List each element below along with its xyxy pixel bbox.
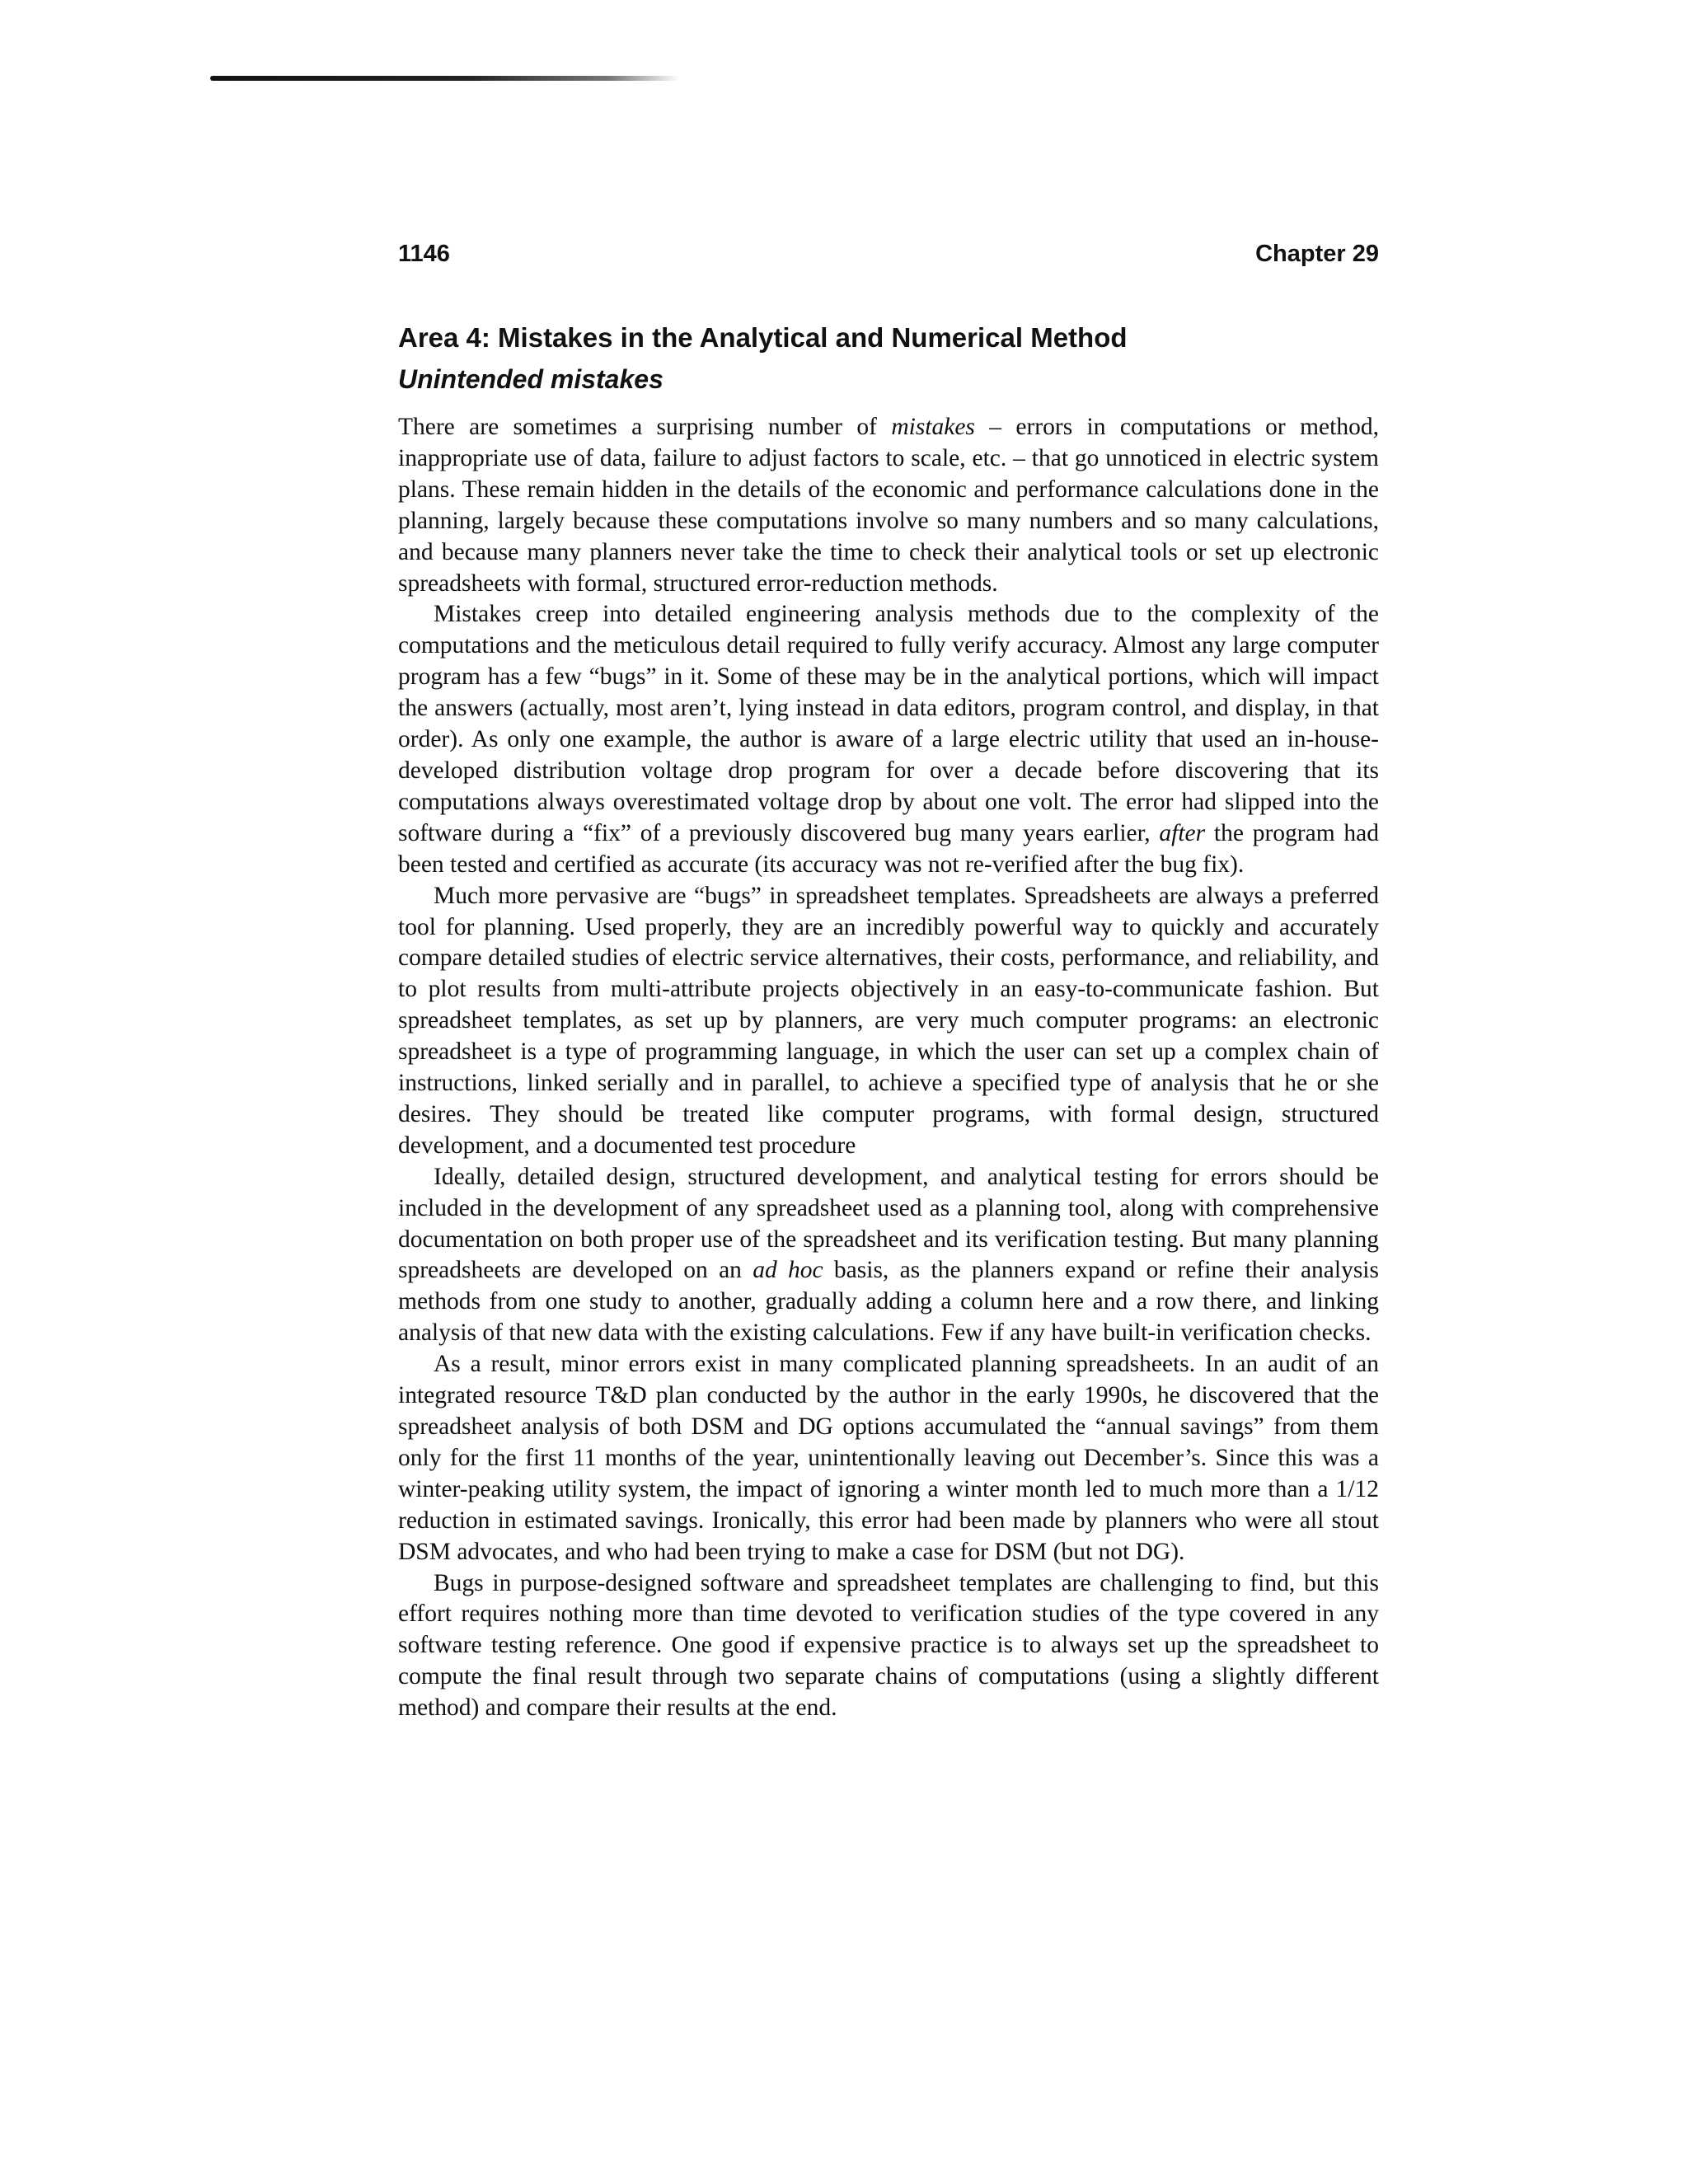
page-number: 1146: [398, 241, 450, 267]
paragraph-5: As a result, minor errors exist in many complicated planning spreadsheets. In an audit of an integrated resource T&D plan conducted by the author in the early 1990s, he discovered that the spreadsheet analysis of both DSM and DG options accumulated the “annual savings” from them only for the first 11 months of the year, unintentionally leaving out December’s. Since this was a winter-peaking utility system, the impact of ignoring a winter month led to much more than a 1/12 reduction in estimated savings. Ironically, this error had been made by planners who were all stout DSM advocates, and who had been trying to make a case for DSM (but not DG).: [398, 1351, 1379, 1565]
paragraph-4-text-b: basis, as the planners expand or refine their analysis methods from one study to another, gradually adding a column here and a row there, and linking analysis of that new data with the existing calculations. Few if any have built-in verification checks.: [398, 1257, 1379, 1347]
section-heading: Area 4: Mistakes in the Analytical and Numerical Method: [398, 322, 1128, 353]
paragraph-4-text-a: Ideally, detailed design, structured development, and analytical testing for errors should be included in the development of any spreadsheet used as a planning tool, along with comprehensive documentation on both proper use of the spreadsheet and its verification testing. But many planning spreadsheets are developed on an: [398, 1163, 1379, 1284]
subsection-heading: Unintended mistakes: [398, 364, 663, 394]
paragraph-6: Bugs in purpose-designed software and spreadsheet templates are challenging to find, but this effort requires nothing more than time devoted to verification studies of the type covered in any software testing reference. One good if expensive practice is to always set up the spreadsheet to compute the final result through two separate chains of computations (using a slightly different method) and compare their results at the end.: [398, 1569, 1379, 1722]
paragraph-1-text-b: – errors in computations or method, inappropriate use of data, failure to adjust factors to scale, etc. – that go unnoticed in electric system plans. These remain hidden in the details of the economic and performance calculations done in the planning, largely because these computations involve so many numbers and so many calculations, and because many planners never take the time to check their analytical tools or set up electronic spreadsheets with formal, structured error-reduction methods.: [398, 414, 1379, 597]
paragraph-2-emphasis: after: [1159, 819, 1206, 846]
paragraph-1-text-a: There are sometimes a surprising number of: [398, 414, 892, 440]
paragraph-2-text-b: the program had been tested and certified as accurate (its accuracy was not re-verified after the bug fix).: [398, 819, 1380, 878]
paragraph-2-text-a: Mistakes creep into detailed engineering analysis methods due to the complexity of the computations and the meticulous detail required to fully verify accuracy. Almost any large computer program has a few “bugs” in it. Some of these may be in the analytical portions, which will impact the answers (actually, most aren’t, lying instead in data editors, program control, and display, in that order). As only one example, the author is aware of a large electric utility that used an in-house-developed distribution voltage drop program for over a decade before discovering that its computations always overestimated voltage drop by about one volt. The error had slipped into the software during a “fix” of a previously discovered bug many years earlier,: [398, 601, 1379, 846]
page-body: [398, 318, 1379, 1724]
paragraph-4: [398, 1162, 1379, 1349]
paragraph-2: [398, 599, 1379, 880]
paragraph-3: Much more pervasive are “bugs” in spreadsheet templates. Spreadsheets are always a preferred tool for planning. Used properly, they are an incredibly powerful way to quickly and accurately compare detailed studies of electric service alternatives, their costs, performance, and reliability, and to plot results from multi-attribute projects objectively in an easy-to-communicate fashion. But spreadsheet templates, as set up by planners, are very much computer programs: an electronic spreadsheet is a type of programming language, in which the user can set up a complex chain of instructions, linked serially and in parallel, to achieve a specified type of analysis that he or she desires. They should be treated like computer programs, with formal design, structured development, and a documented test procedure: [398, 882, 1379, 1159]
paragraph-4-emphasis: ad hoc: [753, 1257, 823, 1284]
paragraph-1: [398, 412, 1379, 599]
running-header: [398, 241, 1379, 274]
paragraph-1-emphasis: mistakes: [891, 414, 975, 440]
chapter-label: Chapter 29: [1255, 241, 1379, 267]
scan-artifact-line: [210, 76, 680, 81]
